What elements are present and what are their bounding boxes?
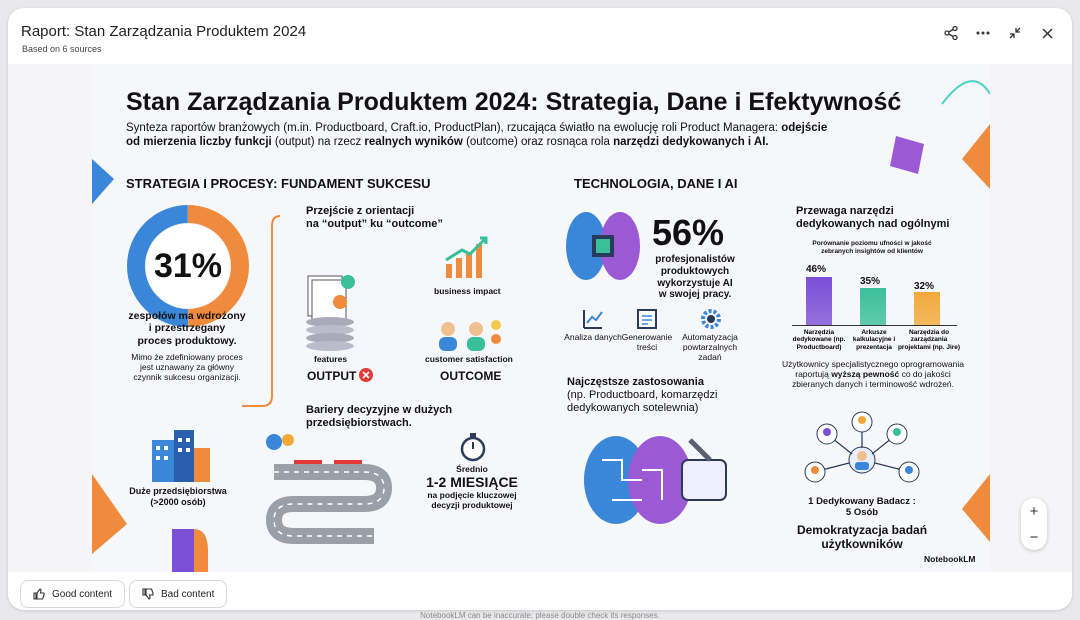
header-actions bbox=[940, 22, 1058, 44]
percent-value: 31% bbox=[153, 247, 223, 285]
bar-label-0: Narzędzia dedykowane (np. Productboard) bbox=[792, 329, 846, 351]
bar-1 bbox=[860, 288, 886, 325]
common-uses-note: (np. Productboard, komarzędzi dedykowanych sotelewnia) bbox=[567, 389, 718, 414]
zoom-out-icon[interactable]: − bbox=[1029, 528, 1039, 546]
cross-icon bbox=[359, 368, 373, 382]
content-generation-icon bbox=[636, 308, 658, 330]
ai-brain-chip-icon bbox=[564, 207, 642, 285]
thumbs-down-icon bbox=[142, 588, 154, 600]
shift-title: Przejście z orientacji na “output” ku “outcome” bbox=[306, 205, 443, 230]
advantage-title: Przewaga narzędzi dedykowanych nad ogólnymi bbox=[796, 205, 950, 230]
months-value: 1-2 MIESIĄCE bbox=[426, 474, 518, 490]
researcher-ratio: 1 Dedykowany Badacz : 5 Osób bbox=[808, 496, 916, 519]
section-strategy: STRATEGIA I PROCESY: FUNDAMENT SUKCESU bbox=[126, 176, 431, 191]
use-item-2: Automatyzacja powtarzalnych zadań bbox=[682, 332, 738, 363]
bar-2 bbox=[914, 292, 940, 325]
democratization-title: Demokratyzacja badań użytkowników bbox=[796, 523, 928, 552]
percent-caption: zespołów ma wdrożony i przestrzegany proces produktowy. bbox=[128, 310, 246, 347]
zoom-in-icon[interactable]: + bbox=[1029, 502, 1039, 520]
bar-value-0: 46% bbox=[806, 264, 827, 275]
bar-label-2: Narzędzia do zarządzania projektami (np. Jire) bbox=[897, 329, 961, 351]
collapse-icon[interactable] bbox=[1004, 22, 1026, 44]
share-icon[interactable] bbox=[940, 22, 962, 44]
features-stack-icon bbox=[302, 272, 362, 352]
good-content-label: Good content bbox=[52, 588, 113, 600]
thumbs-up-icon bbox=[33, 588, 45, 600]
infographic-stage bbox=[8, 64, 1072, 572]
output-label: OUTPUT bbox=[307, 369, 357, 383]
bad-content-button[interactable] bbox=[129, 580, 227, 608]
bad-content-label: Bad content bbox=[161, 588, 215, 600]
disclaimer-text: NotebookLM can be inaccurate; please double check its responses. bbox=[420, 611, 660, 620]
section-technology: TECHNOLOGIA, DANE I AI bbox=[574, 176, 738, 191]
customer-faces-icon bbox=[434, 319, 504, 353]
ai-percent: 56% bbox=[652, 212, 725, 253]
infographic bbox=[92, 64, 990, 572]
close-icon[interactable] bbox=[1036, 22, 1058, 44]
use-item-0: Analiza danych bbox=[564, 332, 622, 342]
features-label: features bbox=[314, 354, 348, 364]
bar-value-2: 32% bbox=[914, 281, 935, 292]
use-item-1: Generowanie treści bbox=[621, 332, 673, 353]
ai-caption: profesjonalistów produktowych wykorzystuje AI w swojej pracy. bbox=[655, 254, 735, 301]
infographic-intro: Synteza raportów branżowych (m.in. Productboard, Craft.io, ProductPlan), rzucająca światło na ewolucję roli Product Managera: odejście od mierzenia liczby funkcji (output) na rzecz realnych wyników (outcome) oraz rosnąca rola narzędzi dedykowanych i AI. bbox=[126, 122, 828, 148]
enterprise-label: Duże przedsiębiorstwa (>2000 osób) bbox=[129, 486, 227, 507]
business-impact-label: business impact bbox=[434, 286, 501, 296]
stopwatch-icon bbox=[458, 432, 488, 462]
bar-0 bbox=[806, 277, 832, 325]
automation-gear-icon bbox=[700, 308, 722, 330]
percent-note: Mimo że zdefiniowany proces jest uznawany za główny czynnik sukcesu organizacji. bbox=[131, 352, 243, 383]
customer-satisfaction-label: customer satisfaction bbox=[425, 354, 513, 364]
report-title: Raport: Stan Zarządzania Produktem 2024 bbox=[21, 23, 307, 40]
winding-road-icon bbox=[264, 432, 394, 562]
more-options-icon[interactable] bbox=[972, 22, 994, 44]
bar-value-1: 35% bbox=[860, 276, 881, 287]
zoom-controls bbox=[1021, 498, 1047, 550]
growth-chart-icon bbox=[442, 234, 490, 282]
brain-circuit-icon bbox=[582, 430, 732, 530]
common-uses-title: Najczęstsze zastosowania bbox=[567, 376, 704, 388]
advantage-note: Porównanie poziomu ufności w jakość zebranych insightów od klientów bbox=[812, 240, 932, 255]
enterprise-building-icon bbox=[148, 430, 214, 482]
outcome-label: OUTCOME bbox=[440, 369, 502, 383]
brand-label: NotebookLM bbox=[924, 554, 976, 564]
sources-count: Based on 6 sources bbox=[22, 44, 102, 54]
users-note: Użytkownicy specjalistycznego oprogramowania raportują wyższą pewność co do jakości zbieranych danych i terminowość wdrożeń. bbox=[782, 359, 964, 390]
report-panel bbox=[8, 8, 1072, 610]
data-analysis-icon bbox=[582, 308, 604, 330]
avg-label: Średnio bbox=[456, 464, 488, 474]
feedback-bar bbox=[8, 572, 1072, 610]
bracket-line bbox=[242, 214, 282, 414]
researcher-network-icon bbox=[797, 408, 927, 498]
months-note: na podjęcie kluczowej decyzji produktowej bbox=[427, 490, 517, 511]
infographic-title: Stan Zarządzania Produktem 2024: Strategia, Dane i Efektywność bbox=[126, 88, 902, 116]
barriers-title: Bariery decyzyjne w dużych przedsiębiorstwach. bbox=[306, 404, 453, 429]
bar-label-1: Arkusze kalkulacyjne i prezentacja bbox=[852, 329, 896, 351]
good-content-button[interactable] bbox=[20, 580, 125, 608]
